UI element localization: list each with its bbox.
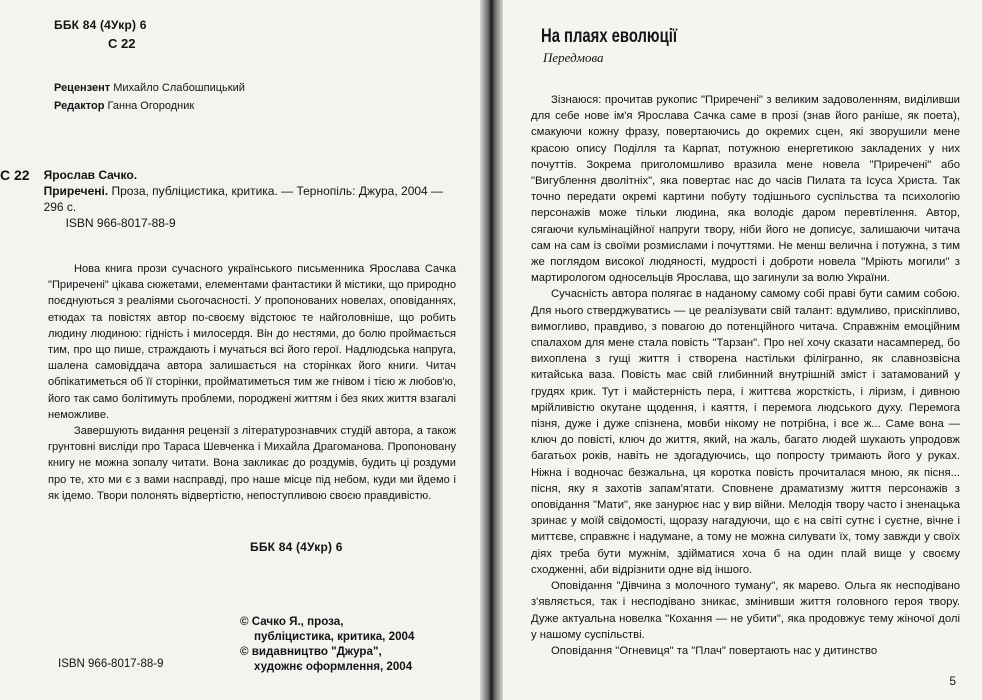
catalog-body (44, 167, 456, 231)
copyright-line: художнє оформлення, 2004 (254, 660, 413, 673)
right-page (503, 0, 982, 700)
reviewer-name: Михайло Слабошпицький (113, 82, 245, 94)
credits-block (54, 79, 456, 115)
bbk-code-bottom: ББК 84 (4Укр) 6 (250, 540, 343, 555)
preface-paragraph: Оповідання "Дівчина з молочного туману", як марево. Ольга як несподівано з'являється, так і несподівано зникає, змінивши життя головного героя твору. Дуже актуальна новелка "Кохання — не убити", яка продовжує тему жіночої долі у нашому суспільстві. (531, 580, 960, 641)
copyright-block (240, 614, 414, 674)
chapter-heading: На плаях еволюції (541, 26, 677, 47)
annotation-paragraph: Завершують видання рецензії з літературознавчих студій автора, а також грунтовні висліди про Тараса Шевченка і Михайла Драгоманова. Пропоновану книгу не можна зопалу читати. Вона закликає до роздумів, будить ці роздуми про те, хто ми є з вами насправді, про наше місце під небом, куди ми йдемо і як ідемо. Твори полонять відвертістю, непоступливою своєю правдивістю. (48, 425, 456, 502)
catalog-isbn: ISBN 966-8017-88-9 (65, 216, 176, 230)
copyright-line: © видавництво "Джура", (240, 645, 382, 658)
page-number: 5 (949, 674, 956, 688)
isbn-bottom: ISBN 966-8017-88-9 (58, 658, 164, 670)
catalog-title: Приречені. (43, 184, 109, 198)
preface-paragraph: Зізнаюся: прочитав рукопис "Приречені" з великим задоволенням, виділивши для себе нове ім'я Ярослава Сачка саме в прозі (знав його раніше, як поета), смакуючи кожну фразу, повертаючись до окремих сцен, які зворушили мене красою опису Поділля та Карпат, потужною енергетикою закладених у них почуттів. Зокрема приголомшливо вразила мене новела "Приречені" або "Вигублення дволітніх", яка повертає нас до часів Пилата та Ісуса Христа. Так точно передати окремі картини побуту тодішнього суспільства та психологію персонажів може тільки людина, яка володіє даром перевтілення. Автор, сягаючи кульмінаційної напруги твору, ніби його не дописує, залишаючи читача сам на сам із своїми розмислами і почуттями. Не менш велична і потужна, з тим же поглядом високої людяності, мудрості і доброти новела "Мріють могили" з мартирологом односельців Ярослава, що загинули за волю України. (531, 94, 960, 285)
preface-paragraph: Сучасність автора полягає в наданому самому собі праві бути самим собою. Для нього стверджуватись — це реалізувати свій талант: вдумливо, прискіпливо, вимогливо, правдиво, з повагою до потенційного читача. Справжнім емоційним спалахом для мене стала повість "Тарзан". Про неї хочу сказати насамперед, бо вихоплена з гущі життя і створена настільки філігранно, як славнозвісна китайська ваза. Повість має свій глибинний внутрішній зміст і затамований у грудях крик. Тут і майстерність пера, і життєва жорсткість, і ліризм, і дивною мрійливістю окутане щодення, і каяття, і перемога людського духу. Перемога пізня, дуже і дуже спізнена, мовби нікому не потрібна, і все ж... Саме вона — ключ до повісті, ключ до життя, який, на жаль, багато людей шукають упродовж багатьох років, навіть не здогадуючись, що попросту тримають його у руках. Ніжна і водночас безжальна, ця коротка повість прочиталася мною, як пісня... пісня, яку я захотів запам'ятати. Сповнене драматизму життя персонажів з оповідання "Мати", яке занурює нас у вир війни. Мелодія твору часто і зненацька зринає у моїй свідомості, щоразу нагадуючи, що є на світі сутнє і суєтне, вічне і миттєве, справжнє і надумане, а тому не можна силувати їх, тому завжди у своїх діях треба бути мужнім, здійматися хоча б на один плай вище у своєму сходженні, аби відрізнити одне від іншого. (531, 288, 960, 576)
catalog-entry (0, 167, 456, 231)
editor-line (54, 97, 456, 115)
copyright-line: © Сачко Я., проза, (240, 615, 344, 628)
bbk-code-top: ББК 84 (4Укр) 6 (54, 18, 147, 32)
annotation (48, 261, 456, 504)
catalog-author: Ярослав Сачко. (43, 168, 138, 182)
editor-name: Ганна Огородник (107, 100, 195, 112)
chapter-subheading: Передмова (543, 50, 604, 65)
reviewer-line (54, 79, 456, 97)
preface-paragraph: Оповідання "Огневиця" та "Плач" повертають нас у дитинство (551, 644, 878, 657)
catalog-description: Проза, публіцистика, критика. — Тернопіль: Джура, 2004 — 296 с. (43, 184, 444, 214)
book-gutter (480, 0, 503, 700)
annotation-paragraph: Нова книга прози сучасного українського письменника Ярослава Сачка "Приречені" цікава сюжетами, елементами фантастики й містики, що природно поєднуються з реаліями сьогочасності. У пропонованих новелах, оповіданнях, етюдах та повістях автор по-своєму відстоює те найголовніше, що робить людину людиною: гідність і милосердя. Він до нестями, до болю проймається тим, про що пише, страждають і мучаться всі його герої. Надлюдська напруга, шалена самовіддача автора залишається на сторінках його книги. Читач обпікатиметься об її сторінки, пройматиметься тим же гнівом і тією ж любов'ю, його так само болітимуть проблеми, породжені життям і без яких життя взагалі неможливе. (48, 263, 456, 421)
author-code-top: С 22 (108, 36, 136, 51)
catalog-code: С 22 (0, 167, 30, 183)
catalog-description-line (44, 183, 456, 215)
preface-text (531, 92, 960, 659)
copyright-line: публіцистика, критика, 2004 (254, 630, 415, 643)
editor-label: Редактор (54, 100, 105, 112)
left-page (0, 0, 480, 700)
reviewer-label: Рецензент (54, 82, 111, 94)
